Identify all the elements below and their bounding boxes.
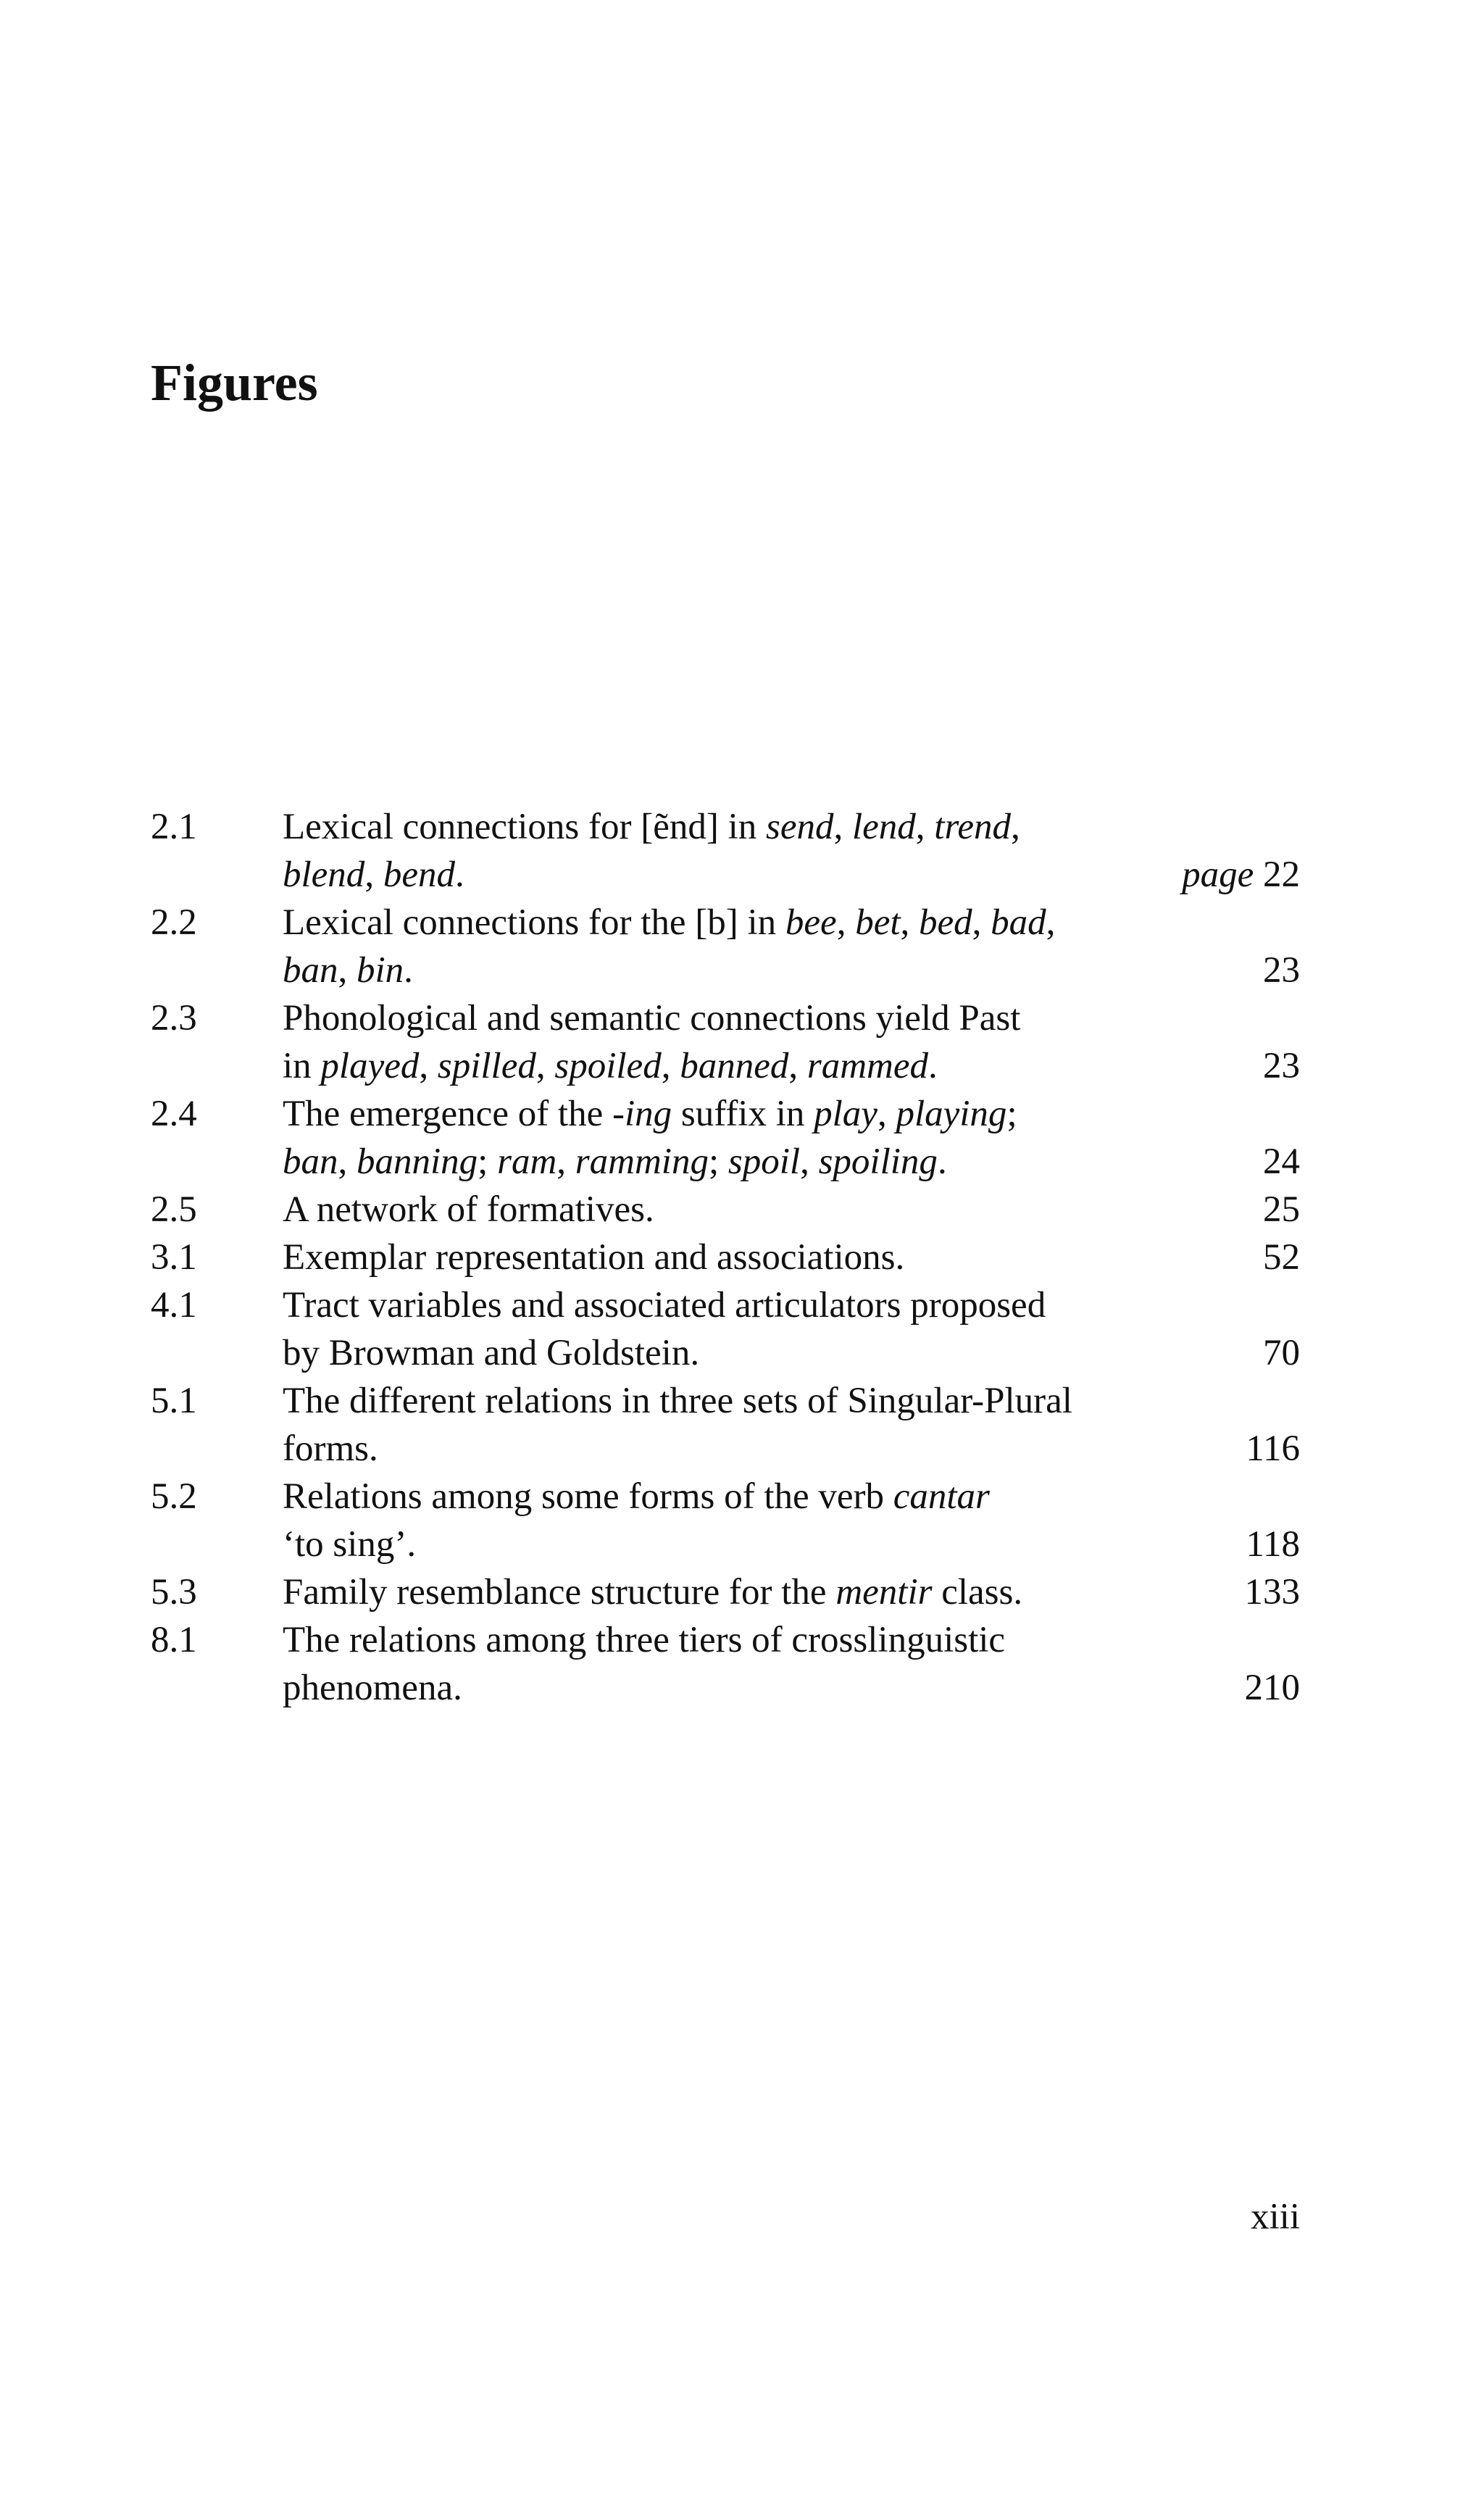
figure-caption-text <box>283 1281 1046 1329</box>
figure-entry-line <box>151 1090 1300 1138</box>
caption-segment: , <box>556 1141 575 1182</box>
italic-term: bin <box>357 950 404 991</box>
italic-term: mentir <box>835 1572 933 1613</box>
figure-caption-text <box>283 947 413 994</box>
figure-entry-line <box>151 1473 1300 1520</box>
italic-term: send <box>765 807 834 847</box>
figure-caption-text <box>283 803 1020 851</box>
caption-segment: Family resemblance structure for the <box>283 1572 836 1613</box>
caption-segment: The emergence of the <box>283 1094 612 1134</box>
caption-segment: forms. <box>283 1428 378 1469</box>
caption-segment: , <box>915 807 935 847</box>
italic-term: bee <box>785 902 837 943</box>
figure-number: 2.5 <box>151 1189 197 1230</box>
caption-segment: by Browman and Goldstein. <box>283 1333 700 1373</box>
figure-page-number <box>1182 851 1300 899</box>
italic-term: spoiled <box>554 1046 662 1086</box>
figure-entry[interactable] <box>151 1473 1300 1568</box>
caption-segment: , <box>1046 902 1056 943</box>
italic-term: -ing <box>612 1094 672 1134</box>
caption-segment: , <box>800 1141 819 1182</box>
list-of-figures <box>151 803 1300 1712</box>
figure-caption-text <box>283 851 464 899</box>
caption-segment: The different relations in three sets of Singular-Plural <box>283 1381 1072 1421</box>
figure-entry-line <box>151 1377 1300 1425</box>
figure-number: 5.1 <box>151 1381 197 1421</box>
caption-segment: , <box>788 1046 807 1086</box>
page-value: 23 <box>1263 1046 1300 1086</box>
caption-segment: ; <box>708 1141 728 1182</box>
figure-entry[interactable] <box>151 1377 1300 1473</box>
italic-term: rammed <box>806 1046 928 1086</box>
italic-term: play <box>814 1094 878 1134</box>
caption-segment: , <box>338 1141 357 1182</box>
figure-caption-text <box>283 1042 938 1090</box>
figure-caption-text <box>283 1138 947 1186</box>
page-value: 52 <box>1263 1237 1300 1278</box>
italic-term: trend <box>934 807 1012 847</box>
caption-segment: . <box>937 1141 947 1182</box>
caption-segment: in <box>283 1046 321 1086</box>
figure-caption-text <box>283 994 1020 1042</box>
figure-entry-line <box>151 1329 1300 1377</box>
caption-segment: Lexical connections for the [b] in <box>283 902 785 943</box>
caption-segment: Exemplar representation and associations. <box>283 1237 905 1278</box>
caption-segment: Relations among some forms of the verb <box>283 1476 893 1517</box>
figure-page-number <box>1246 1520 1300 1568</box>
italic-term: ramming <box>575 1141 709 1182</box>
figure-caption-text <box>283 1090 1017 1138</box>
figure-entry[interactable] <box>151 899 1300 994</box>
figure-number: 2.1 <box>151 807 197 847</box>
figure-entry[interactable] <box>151 994 1300 1090</box>
figure-entry-line <box>151 947 1300 994</box>
figure-caption-text <box>283 1473 990 1520</box>
figure-entry-line <box>151 1186 1300 1233</box>
caption-segment: phenomena. <box>283 1668 462 1708</box>
figure-entry[interactable] <box>151 1233 1300 1281</box>
italic-term: played <box>320 1046 420 1086</box>
italic-term: lend <box>851 807 916 847</box>
italic-term: ban <box>283 950 338 991</box>
italic-term: spoiling <box>818 1141 938 1182</box>
figure-caption-text <box>283 1520 416 1568</box>
italic-term: playing <box>896 1094 1007 1134</box>
caption-segment: , <box>1011 807 1020 847</box>
caption-segment: , <box>900 902 919 943</box>
figure-number: 2.2 <box>151 902 197 943</box>
figure-page-number <box>1263 1233 1300 1281</box>
page-value: 23 <box>1263 950 1300 991</box>
page-value: 25 <box>1263 1189 1300 1230</box>
caption-segment: Phonological and semantic connections yield Past <box>283 998 1021 1039</box>
page-value: 24 <box>1263 1141 1300 1182</box>
figure-entry[interactable] <box>151 1568 1300 1616</box>
figure-entry-line <box>151 851 1300 899</box>
caption-segment: , <box>972 902 991 943</box>
page-prefix-label: page <box>1182 854 1254 895</box>
caption-segment: , <box>836 902 856 943</box>
caption-segment: suffix in <box>672 1094 814 1134</box>
figure-entry-line <box>151 1520 1300 1568</box>
italic-term: blend <box>283 854 365 895</box>
caption-segment: The relations among three tiers of crosslinguistic <box>283 1620 1006 1660</box>
figure-entry-line <box>151 1138 1300 1186</box>
italic-term: ban <box>283 1141 338 1182</box>
figure-number: 5.2 <box>151 1476 197 1517</box>
italic-term: bad <box>991 902 1046 943</box>
caption-segment: , <box>338 950 357 991</box>
figure-caption-text <box>283 1186 654 1233</box>
caption-segment: class. <box>932 1572 1023 1613</box>
figure-number: 2.3 <box>151 998 197 1039</box>
caption-segment: , <box>661 1046 680 1086</box>
italic-term: bed <box>919 902 972 943</box>
figure-entry-line <box>151 1425 1300 1473</box>
figure-entry-line <box>151 803 1300 851</box>
page-number: xiii <box>1250 2197 1300 2237</box>
caption-segment: Lexical connections for [ẽnd] in <box>283 807 766 847</box>
page-title: Figures <box>151 354 318 412</box>
figure-entry-line <box>151 994 1300 1042</box>
figure-page-number <box>1245 1664 1301 1712</box>
figure-number: 3.1 <box>151 1237 197 1278</box>
page-value: 210 <box>1244 1668 1300 1708</box>
page-value: 133 <box>1244 1572 1300 1613</box>
caption-segment: . <box>928 1046 938 1086</box>
figure-number: 8.1 <box>151 1620 197 1660</box>
figure-number: 5.3 <box>151 1572 197 1613</box>
page-value: 118 <box>1246 1524 1300 1565</box>
caption-segment: . <box>454 854 464 895</box>
figure-page-number <box>1245 1568 1301 1616</box>
caption-segment: , <box>833 807 852 847</box>
figure-caption-text <box>283 1664 462 1712</box>
italic-term: banned <box>680 1046 789 1086</box>
figure-entry-line <box>151 1664 1300 1712</box>
figure-caption-text <box>283 899 1055 947</box>
italic-term: bend <box>383 854 455 895</box>
figure-caption-text <box>283 1425 378 1473</box>
caption-segment: , <box>877 1094 896 1134</box>
figure-number: 4.1 <box>151 1285 197 1326</box>
figure-entry-line <box>151 899 1300 947</box>
figure-entry-line <box>151 1616 1300 1664</box>
italic-term: spoil <box>728 1141 801 1182</box>
italic-term: bet <box>855 902 901 943</box>
figure-entry[interactable] <box>151 1281 1300 1377</box>
figure-entry-line <box>151 1042 1300 1090</box>
figure-caption-text <box>283 1616 1005 1664</box>
figure-caption-text <box>283 1377 1072 1425</box>
figure-entry-line <box>151 1281 1300 1329</box>
figure-entry[interactable] <box>151 1090 1300 1186</box>
caption-segment: ; <box>1006 1094 1017 1134</box>
italic-term: cantar <box>893 1476 990 1517</box>
figure-caption-text <box>283 1233 904 1281</box>
page-value: 22 <box>1263 854 1300 895</box>
figure-page-number <box>1263 947 1300 994</box>
figure-entry-line <box>151 1233 1300 1281</box>
caption-segment: , <box>535 1046 555 1086</box>
caption-segment: Tract variables and associated articulators proposed <box>283 1285 1046 1326</box>
figure-page-number <box>1263 1186 1300 1233</box>
caption-segment: , <box>419 1046 438 1086</box>
italic-term: spilled <box>437 1046 536 1086</box>
italic-term: ram <box>497 1141 557 1182</box>
figure-entry[interactable] <box>151 1616 1300 1712</box>
figure-entry-line <box>151 1568 1300 1616</box>
caption-segment: , <box>364 854 383 895</box>
caption-segment: ; <box>478 1141 498 1182</box>
figure-number: 2.4 <box>151 1094 197 1134</box>
page-value: 70 <box>1263 1333 1300 1373</box>
figure-page-number <box>1263 1138 1300 1186</box>
italic-term: banning <box>357 1141 478 1182</box>
figure-entry[interactable] <box>151 803 1300 899</box>
caption-segment: . <box>404 950 413 991</box>
figure-page-number <box>1263 1042 1300 1090</box>
figure-entry[interactable] <box>151 1186 1300 1233</box>
caption-segment: ‘to sing’. <box>283 1524 417 1565</box>
figure-caption-text <box>283 1568 1022 1616</box>
page-value: 116 <box>1246 1428 1300 1469</box>
figure-page-number <box>1263 1329 1300 1377</box>
caption-segment: A network of formatives. <box>283 1189 654 1230</box>
figure-page-number <box>1246 1425 1300 1473</box>
figure-caption-text <box>283 1329 699 1377</box>
